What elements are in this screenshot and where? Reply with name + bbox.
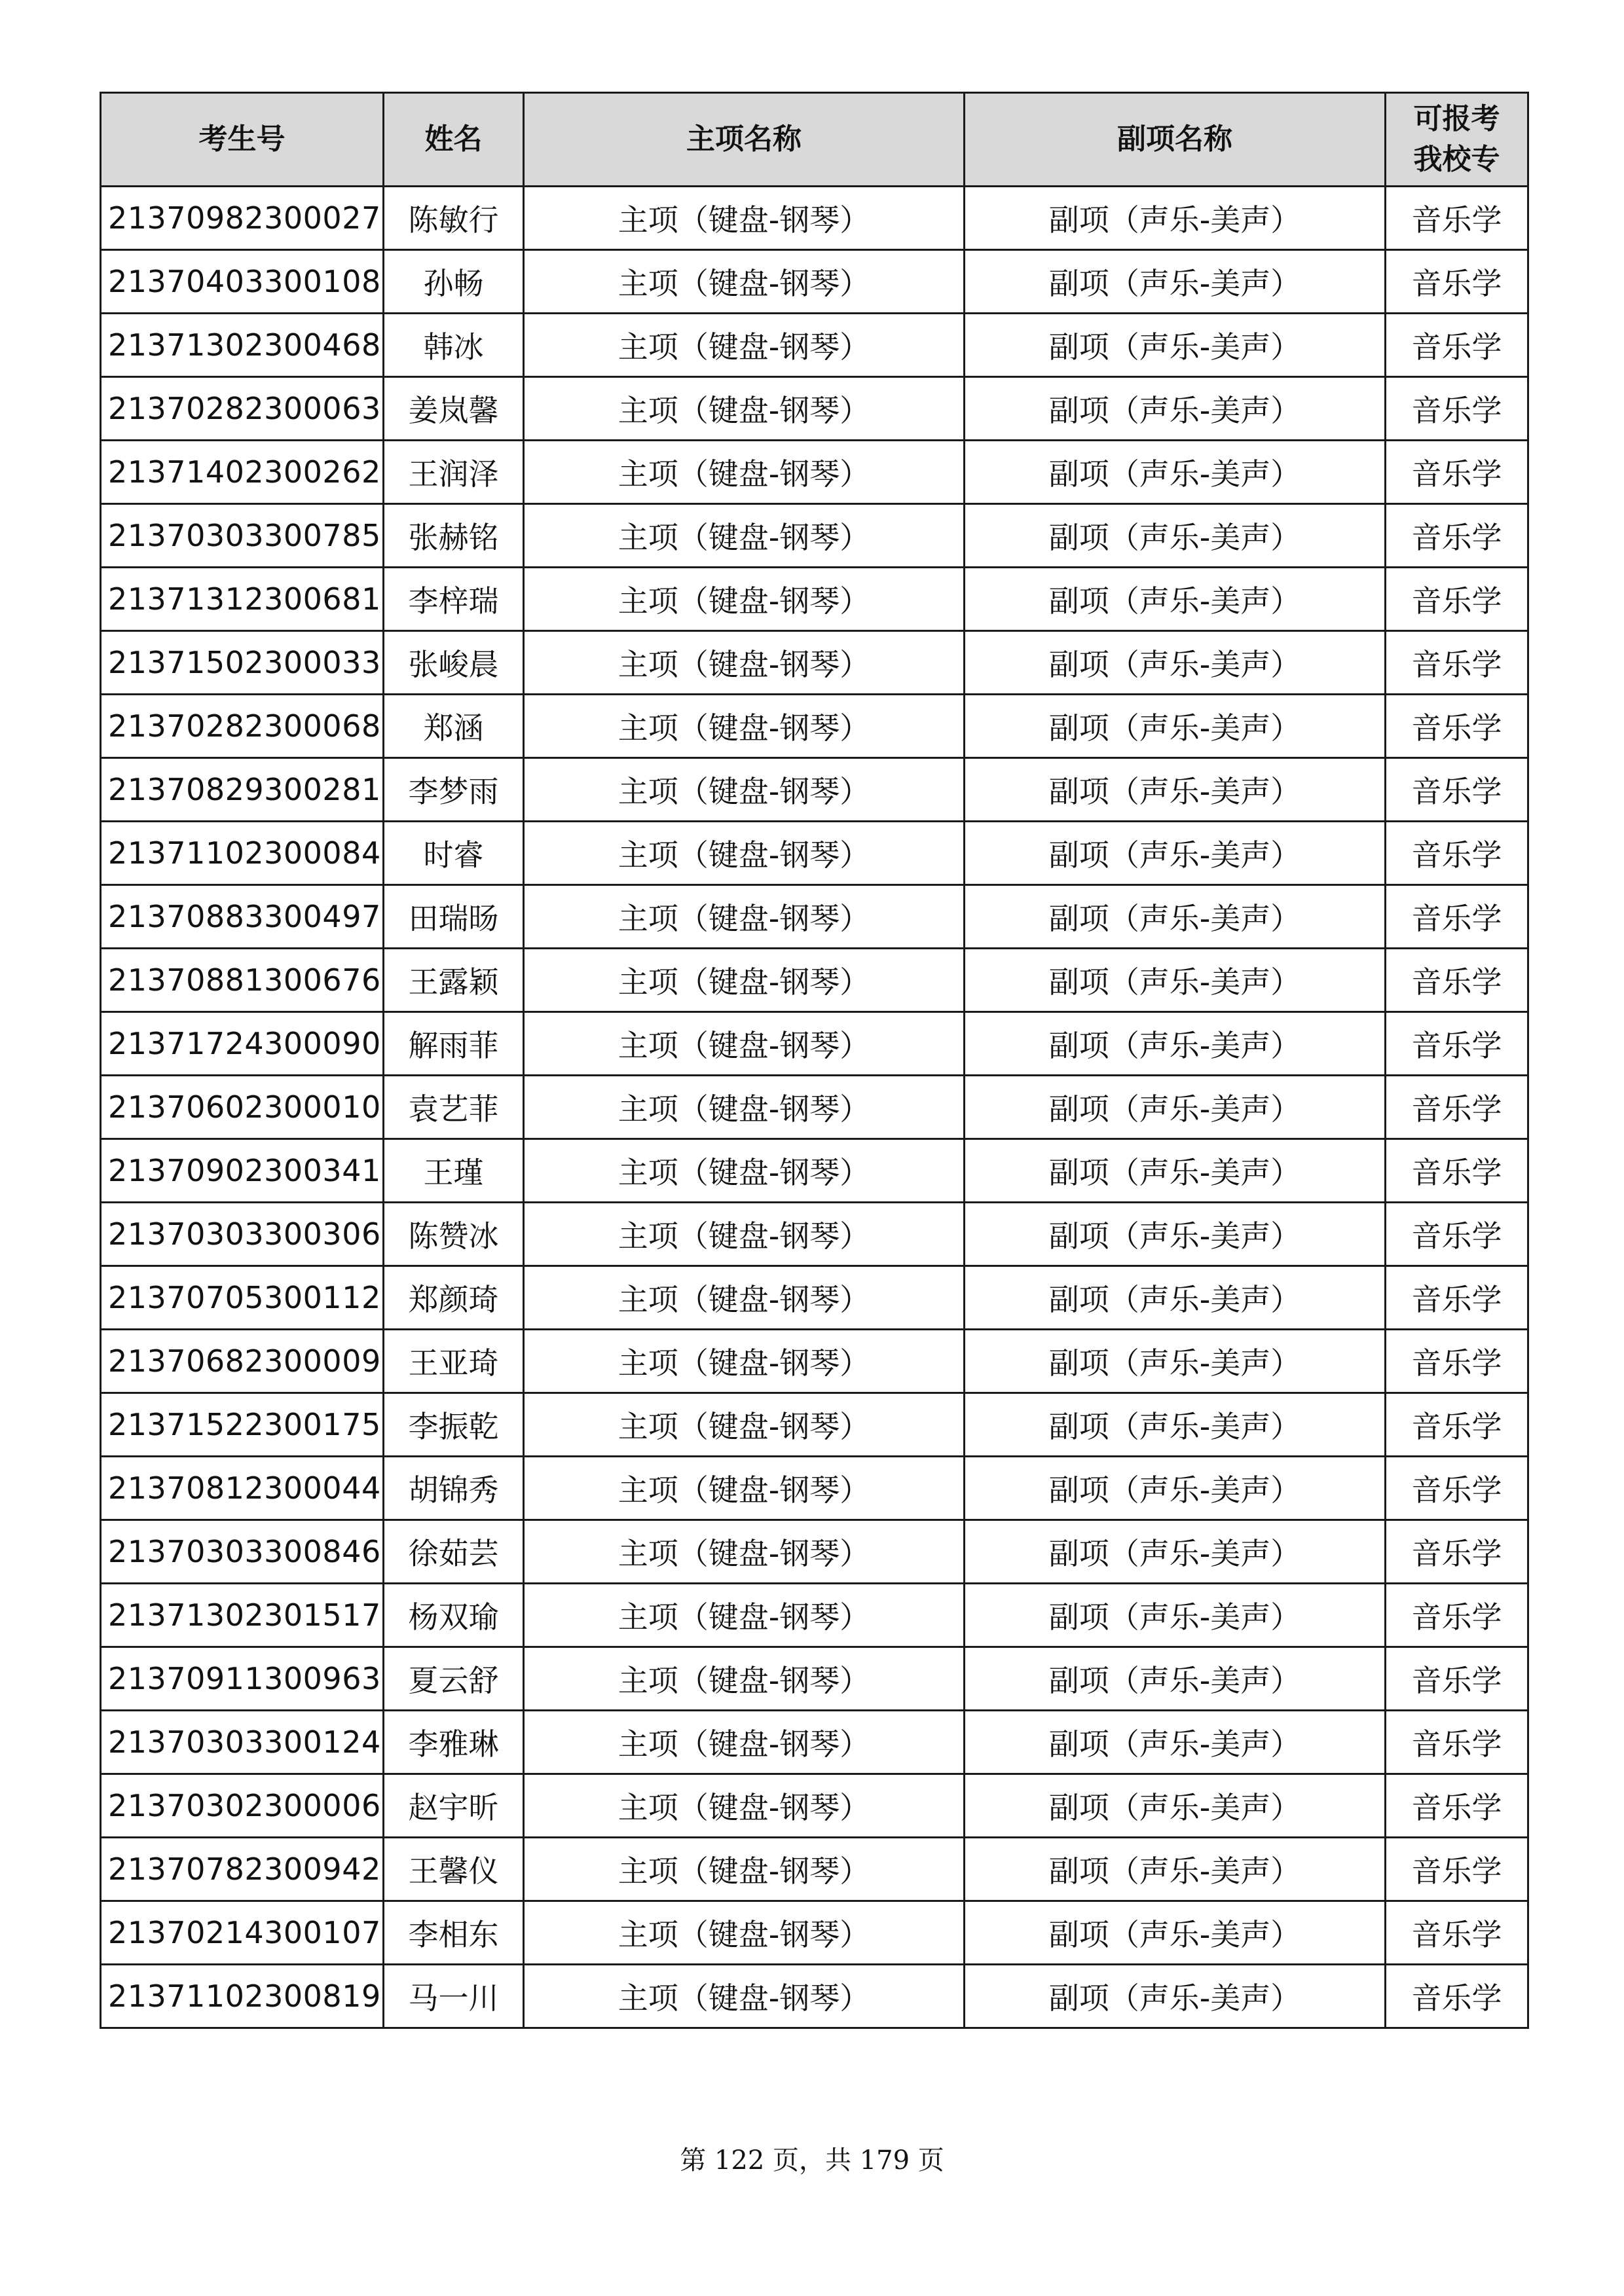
exam-number-cell: 21371402300262 <box>101 441 384 504</box>
name-cell: 郑涵 <box>384 695 524 758</box>
major-item-cell: 主项（键盘-钢琴） <box>524 1330 965 1393</box>
exam-number-cell: 21371724300090 <box>101 1012 384 1076</box>
table-row <box>101 1838 1528 1901</box>
name-cell: 王瑾 <box>384 1139 524 1203</box>
minor-item-cell: 副项（声乐-美声） <box>965 1457 1386 1520</box>
major-item-cell: 主项（键盘-钢琴） <box>524 314 965 377</box>
exam-number-cell: 21370403300108 <box>101 250 384 314</box>
table-row <box>101 568 1528 631</box>
eligible-major-cell: 音乐学 <box>1386 1965 1528 2028</box>
table-body <box>101 187 1528 2028</box>
exam-number-cell: 21370682300009 <box>101 1330 384 1393</box>
header-name: 姓名 <box>384 93 524 187</box>
minor-item-cell: 副项（声乐-美声） <box>965 314 1386 377</box>
exam-number-cell: 21370302300006 <box>101 1774 384 1838</box>
major-item-cell: 主项（键盘-钢琴） <box>524 1139 965 1203</box>
name-cell: 田瑞旸 <box>384 885 524 949</box>
name-cell: 姜岚馨 <box>384 377 524 441</box>
eligible-major-cell: 音乐学 <box>1386 1711 1528 1774</box>
name-cell: 韩冰 <box>384 314 524 377</box>
header-exam-number: 考生号 <box>101 93 384 187</box>
exam-number-cell: 21370883300497 <box>101 885 384 949</box>
eligible-major-cell: 音乐学 <box>1386 1330 1528 1393</box>
major-item-cell: 主项（键盘-钢琴） <box>524 1901 965 1965</box>
minor-item-cell: 副项（声乐-美声） <box>965 377 1386 441</box>
table-row <box>101 250 1528 314</box>
minor-item-cell: 副项（声乐-美声） <box>965 1838 1386 1901</box>
table-row <box>101 1774 1528 1838</box>
table-row <box>101 1076 1528 1139</box>
table-row <box>101 314 1528 377</box>
table-row <box>101 1266 1528 1330</box>
table-row <box>101 885 1528 949</box>
name-cell: 杨双瑜 <box>384 1584 524 1647</box>
major-item-cell: 主项（键盘-钢琴） <box>524 822 965 885</box>
minor-item-cell: 副项（声乐-美声） <box>965 1774 1386 1838</box>
admission-table <box>100 92 1529 2029</box>
major-item-cell: 主项（键盘-钢琴） <box>524 1520 965 1584</box>
page-number-text: 第 122 页，共 179 页 <box>680 2145 944 2176</box>
minor-item-cell: 副项（声乐-美声） <box>965 1203 1386 1266</box>
eligible-major-cell: 音乐学 <box>1386 949 1528 1012</box>
table-row <box>101 377 1528 441</box>
major-item-cell: 主项（键盘-钢琴） <box>524 631 965 695</box>
eligible-major-cell: 音乐学 <box>1386 1139 1528 1203</box>
minor-item-cell: 副项（声乐-美声） <box>965 885 1386 949</box>
table-row <box>101 1203 1528 1266</box>
eligible-major-cell: 音乐学 <box>1386 504 1528 568</box>
minor-item-cell: 副项（声乐-美声） <box>965 631 1386 695</box>
eligible-major-cell: 音乐学 <box>1386 1901 1528 1965</box>
eligible-major-cell: 音乐学 <box>1386 1838 1528 1901</box>
eligible-major-cell: 音乐学 <box>1386 1647 1528 1711</box>
major-item-cell: 主项（键盘-钢琴） <box>524 250 965 314</box>
eligible-major-cell: 音乐学 <box>1386 1266 1528 1330</box>
exam-number-cell: 21371502300033 <box>101 631 384 695</box>
minor-item-cell: 副项（声乐-美声） <box>965 1901 1386 1965</box>
exam-number-cell: 21370782300942 <box>101 1838 384 1901</box>
major-item-cell: 主项（键盘-钢琴） <box>524 187 965 250</box>
major-item-cell: 主项（键盘-钢琴） <box>524 1393 965 1457</box>
eligible-major-cell: 音乐学 <box>1386 1520 1528 1584</box>
minor-item-cell: 副项（声乐-美声） <box>965 949 1386 1012</box>
exam-number-cell: 21370812300044 <box>101 1457 384 1520</box>
eligible-major-cell: 音乐学 <box>1386 822 1528 885</box>
exam-number-cell: 21371302300468 <box>101 314 384 377</box>
major-item-cell: 主项（键盘-钢琴） <box>524 1584 965 1647</box>
name-cell: 赵宇昕 <box>384 1774 524 1838</box>
name-cell: 张赫铭 <box>384 504 524 568</box>
name-cell: 李雅琳 <box>384 1711 524 1774</box>
table-row <box>101 822 1528 885</box>
eligible-major-cell: 音乐学 <box>1386 758 1528 822</box>
exam-number-cell: 21371102300084 <box>101 822 384 885</box>
exam-number-cell: 21370881300676 <box>101 949 384 1012</box>
exam-number-cell: 21371312300681 <box>101 568 384 631</box>
name-cell: 李振乾 <box>384 1393 524 1457</box>
name-cell: 王润泽 <box>384 441 524 504</box>
header-row <box>101 93 1528 187</box>
table-row <box>101 187 1528 250</box>
major-item-cell: 主项（键盘-钢琴） <box>524 758 965 822</box>
minor-item-cell: 副项（声乐-美声） <box>965 441 1386 504</box>
major-item-cell: 主项（键盘-钢琴） <box>524 1076 965 1139</box>
name-cell: 时睿 <box>384 822 524 885</box>
minor-item-cell: 副项（声乐-美声） <box>965 822 1386 885</box>
table-row <box>101 1711 1528 1774</box>
table-row <box>101 695 1528 758</box>
table-row <box>101 1012 1528 1076</box>
name-cell: 解雨菲 <box>384 1012 524 1076</box>
major-item-cell: 主项（键盘-钢琴） <box>524 1647 965 1711</box>
table-row <box>101 1965 1528 2028</box>
table-row <box>101 1584 1528 1647</box>
table-header <box>101 93 1528 187</box>
name-cell: 王露颖 <box>384 949 524 1012</box>
name-cell: 徐茹芸 <box>384 1520 524 1584</box>
minor-item-cell: 副项（声乐-美声） <box>965 1965 1386 2028</box>
major-item-cell: 主项（键盘-钢琴） <box>524 1965 965 2028</box>
minor-item-cell: 副项（声乐-美声） <box>965 1139 1386 1203</box>
minor-item-cell: 副项（声乐-美声） <box>965 1330 1386 1393</box>
table-row <box>101 1457 1528 1520</box>
major-item-cell: 主项（键盘-钢琴） <box>524 377 965 441</box>
exam-number-cell: 21370602300010 <box>101 1076 384 1139</box>
major-item-cell: 主项（键盘-钢琴） <box>524 504 965 568</box>
name-cell: 李相东 <box>384 1901 524 1965</box>
eligible-major-cell: 音乐学 <box>1386 250 1528 314</box>
exam-number-cell: 21370705300112 <box>101 1266 384 1330</box>
name-cell: 李梦雨 <box>384 758 524 822</box>
exam-number-cell: 21370982300027 <box>101 187 384 250</box>
eligible-major-cell: 音乐学 <box>1386 695 1528 758</box>
major-item-cell: 主项（键盘-钢琴） <box>524 1203 965 1266</box>
eligible-major-cell: 音乐学 <box>1386 1393 1528 1457</box>
table-row <box>101 1520 1528 1584</box>
major-item-cell: 主项（键盘-钢琴） <box>524 1711 965 1774</box>
name-cell: 袁艺菲 <box>384 1076 524 1139</box>
minor-item-cell: 副项（声乐-美声） <box>965 504 1386 568</box>
minor-item-cell: 副项（声乐-美声） <box>965 568 1386 631</box>
name-cell: 张峻晨 <box>384 631 524 695</box>
exam-number-cell: 21370303300846 <box>101 1520 384 1584</box>
name-cell: 胡锦秀 <box>384 1457 524 1520</box>
header-major-item: 主项名称 <box>524 93 965 187</box>
table-row <box>101 1330 1528 1393</box>
exam-number-cell: 21370829300281 <box>101 758 384 822</box>
exam-number-cell: 21370902300341 <box>101 1139 384 1203</box>
exam-number-cell: 21371302301517 <box>101 1584 384 1647</box>
name-cell: 李梓瑞 <box>384 568 524 631</box>
minor-item-cell: 副项（声乐-美声） <box>965 1266 1386 1330</box>
minor-item-cell: 副项（声乐-美声） <box>965 187 1386 250</box>
major-item-cell: 主项（键盘-钢琴） <box>524 568 965 631</box>
exam-number-cell: 21371102300819 <box>101 1965 384 2028</box>
exam-number-cell: 21371522300175 <box>101 1393 384 1457</box>
name-cell: 马一川 <box>384 1965 524 2028</box>
name-cell: 王亚琦 <box>384 1330 524 1393</box>
major-item-cell: 主项（键盘-钢琴） <box>524 1457 965 1520</box>
exam-number-cell: 21370303300785 <box>101 504 384 568</box>
major-item-cell: 主项（键盘-钢琴） <box>524 695 965 758</box>
table-row <box>101 631 1528 695</box>
table-row <box>101 758 1528 822</box>
table-row <box>101 1393 1528 1457</box>
name-cell: 陈赞冰 <box>384 1203 524 1266</box>
eligible-major-cell: 音乐学 <box>1386 441 1528 504</box>
exam-number-cell: 21370282300063 <box>101 377 384 441</box>
eligible-major-cell: 音乐学 <box>1386 1076 1528 1139</box>
major-item-cell: 主项（键盘-钢琴） <box>524 885 965 949</box>
minor-item-cell: 副项（声乐-美声） <box>965 758 1386 822</box>
eligible-major-cell: 音乐学 <box>1386 1457 1528 1520</box>
minor-item-cell: 副项（声乐-美声） <box>965 1647 1386 1711</box>
exam-number-cell: 21370303300306 <box>101 1203 384 1266</box>
table-row <box>101 1901 1528 1965</box>
table-row <box>101 441 1528 504</box>
eligible-major-cell: 音乐学 <box>1386 1774 1528 1838</box>
exam-number-cell: 21370282300068 <box>101 695 384 758</box>
major-item-cell: 主项（键盘-钢琴） <box>524 1774 965 1838</box>
name-cell: 夏云舒 <box>384 1647 524 1711</box>
eligible-major-cell: 音乐学 <box>1386 314 1528 377</box>
name-cell: 陈敏行 <box>384 187 524 250</box>
minor-item-cell: 副项（声乐-美声） <box>965 1584 1386 1647</box>
eligible-major-cell: 音乐学 <box>1386 568 1528 631</box>
exam-number-cell: 21370214300107 <box>101 1901 384 1965</box>
minor-item-cell: 副项（声乐-美声） <box>965 1520 1386 1584</box>
minor-item-cell: 副项（声乐-美声） <box>965 250 1386 314</box>
major-item-cell: 主项（键盘-钢琴） <box>524 949 965 1012</box>
name-cell: 孙畅 <box>384 250 524 314</box>
minor-item-cell: 副项（声乐-美声） <box>965 1393 1386 1457</box>
eligible-major-cell: 音乐学 <box>1386 377 1528 441</box>
table-row <box>101 949 1528 1012</box>
eligible-major-cell: 音乐学 <box>1386 1203 1528 1266</box>
exam-number-cell: 21370303300124 <box>101 1711 384 1774</box>
major-item-cell: 主项（键盘-钢琴） <box>524 1012 965 1076</box>
eligible-major-cell: 音乐学 <box>1386 1584 1528 1647</box>
table-row <box>101 1139 1528 1203</box>
table-row <box>101 504 1528 568</box>
minor-item-cell: 副项（声乐-美声） <box>965 1711 1386 1774</box>
major-item-cell: 主项（键盘-钢琴） <box>524 1838 965 1901</box>
eligible-major-cell: 音乐学 <box>1386 631 1528 695</box>
major-item-cell: 主项（键盘-钢琴） <box>524 1266 965 1330</box>
table-row <box>101 1647 1528 1711</box>
name-cell: 郑颜琦 <box>384 1266 524 1330</box>
exam-number-cell: 21370911300963 <box>101 1647 384 1711</box>
header-minor-item: 副项名称 <box>965 93 1386 187</box>
minor-item-cell: 副项（声乐-美声） <box>965 1076 1386 1139</box>
header-eligible-major: 可报考 我校专 <box>1386 93 1528 187</box>
major-item-cell: 主项（键盘-钢琴） <box>524 441 965 504</box>
name-cell: 王馨仪 <box>384 1838 524 1901</box>
minor-item-cell: 副项（声乐-美声） <box>965 1012 1386 1076</box>
page-footer <box>0 2140 1624 2177</box>
eligible-major-cell: 音乐学 <box>1386 1012 1528 1076</box>
minor-item-cell: 副项（声乐-美声） <box>965 695 1386 758</box>
eligible-major-cell: 音乐学 <box>1386 187 1528 250</box>
eligible-major-cell: 音乐学 <box>1386 885 1528 949</box>
